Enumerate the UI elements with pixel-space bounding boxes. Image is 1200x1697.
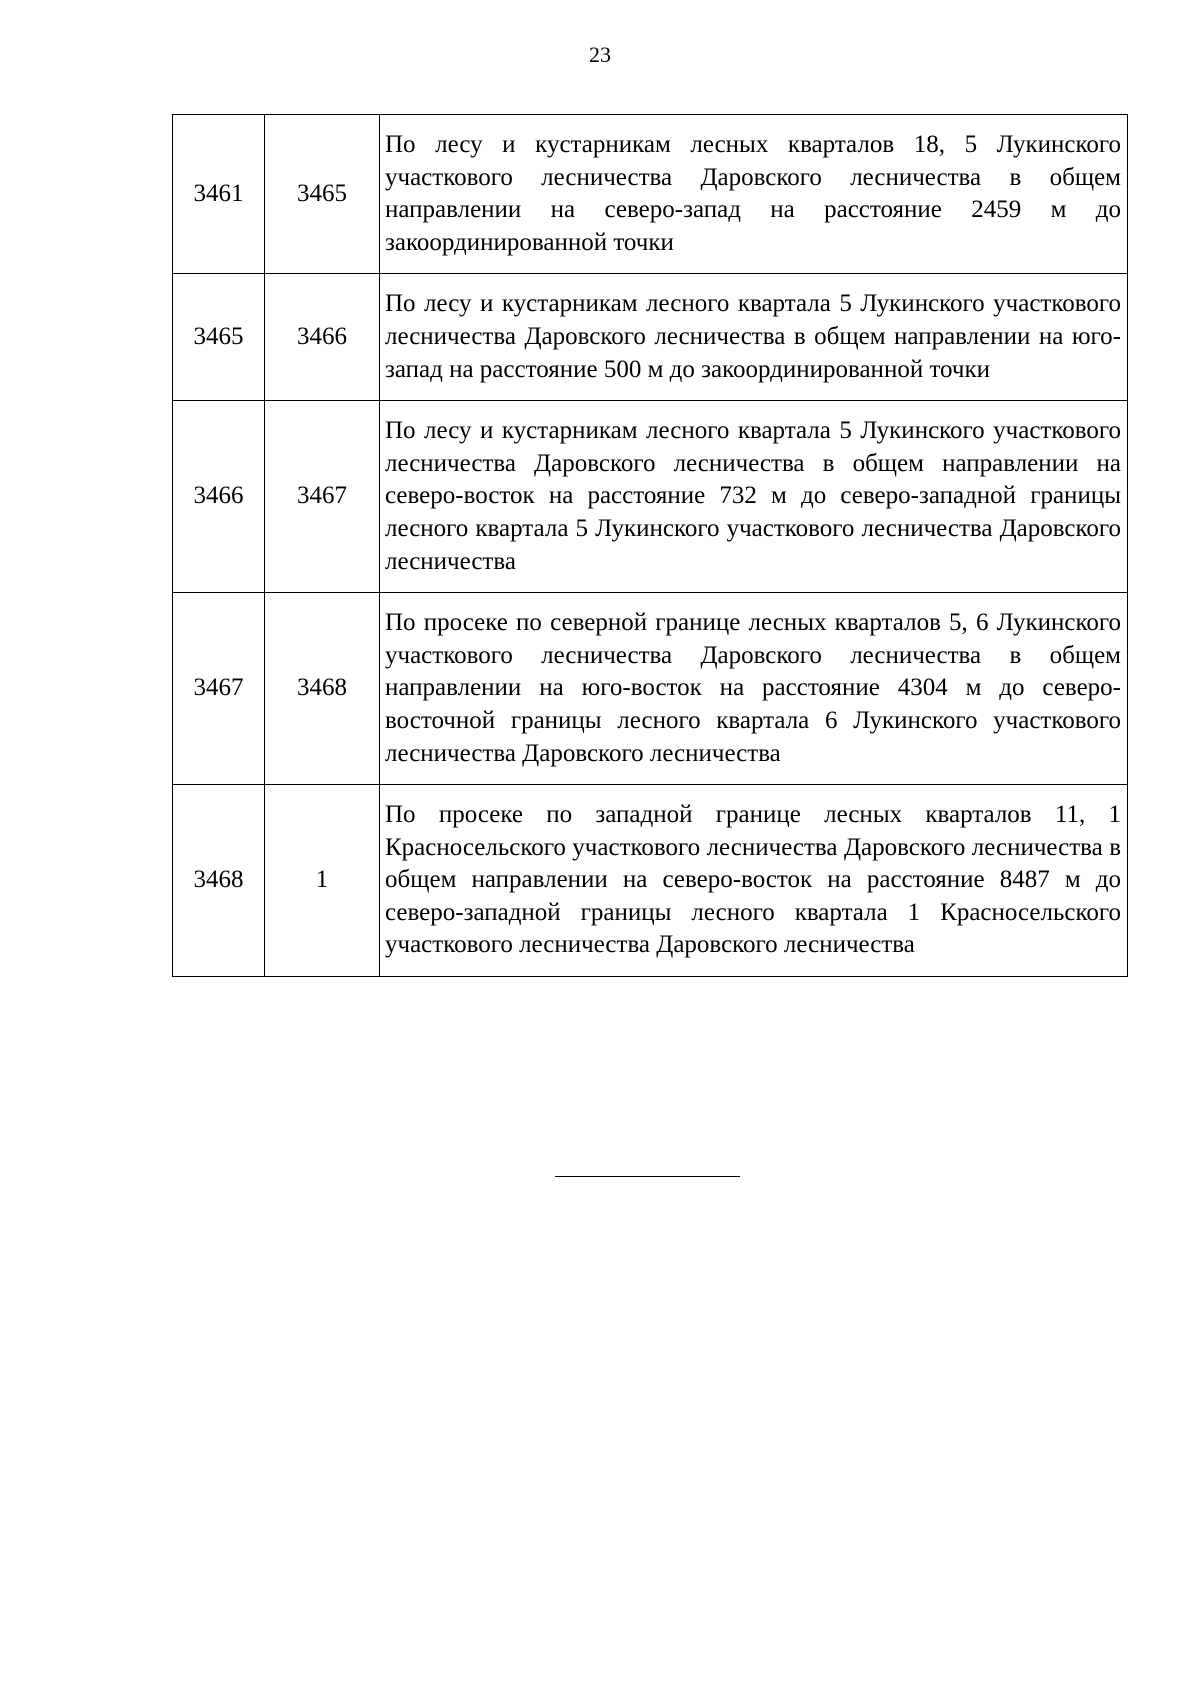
from-point-cell: 3465 [173, 274, 265, 401]
from-point-cell: 3468 [173, 785, 265, 977]
boundary-description-cell: По просеке по северной границе лесных кварталов 5, 6 Лукинского участкового лесничества Даровского лесничества в общем направлении на юго-восток на расстояние 4304 м до северо-восточной границы лесного квартала 6 Лукинского участкового лесничества Даровского лесничества [380, 593, 1128, 785]
table-row [173, 274, 1128, 401]
page-number: 23 [589, 42, 611, 67]
to-point-cell: 3468 [265, 593, 380, 785]
table-row [173, 115, 1128, 274]
end-of-document-rule [555, 1176, 740, 1177]
boundary-description-cell: По просеке по западной границе лесных кварталов 11, 1 Красносельского участкового лесничества Даровского лесничества в общем направлении на северо-восток на расстояние 8487 м до северо-западной границы лесного квартала 1 Красносельского участкового лесничества Даровского лесничества [380, 785, 1128, 977]
from-point-cell: 3467 [173, 593, 265, 785]
to-point-cell: 3466 [265, 274, 380, 401]
boundary-description-cell: По лесу и кустарникам лесного квартала 5 Лукинского участкового лесничества Даровского лесничества в общем направлении на северо-восток на расстояние 732 м до северо-западной границы лесного квартала 5 Лукинского участкового лесничества Даровского лесничества [380, 401, 1128, 593]
table-row [173, 401, 1128, 593]
table-row [173, 593, 1128, 785]
table-row [173, 785, 1128, 977]
to-point-cell: 1 [265, 785, 380, 977]
to-point-cell: 3467 [265, 401, 380, 593]
boundary-description-cell: По лесу и кустарникам лесного квартала 5 Лукинского участкового лесничества Даровского лесничества в общем направлении на юго-запад на расстояние 500 м до закоординированной точки [380, 274, 1128, 401]
boundary-description-cell: По лесу и кустарникам лесных кварталов 18, 5 Лукинского участкового лесничества Даровского лесничества в общем направлении на северо-запад на расстояние 2459 м до закоординированной точки [380, 115, 1128, 274]
from-point-cell: 3466 [173, 401, 265, 593]
boundary-description-table [172, 114, 1128, 977]
to-point-cell: 3465 [265, 115, 380, 274]
from-point-cell: 3461 [173, 115, 265, 274]
